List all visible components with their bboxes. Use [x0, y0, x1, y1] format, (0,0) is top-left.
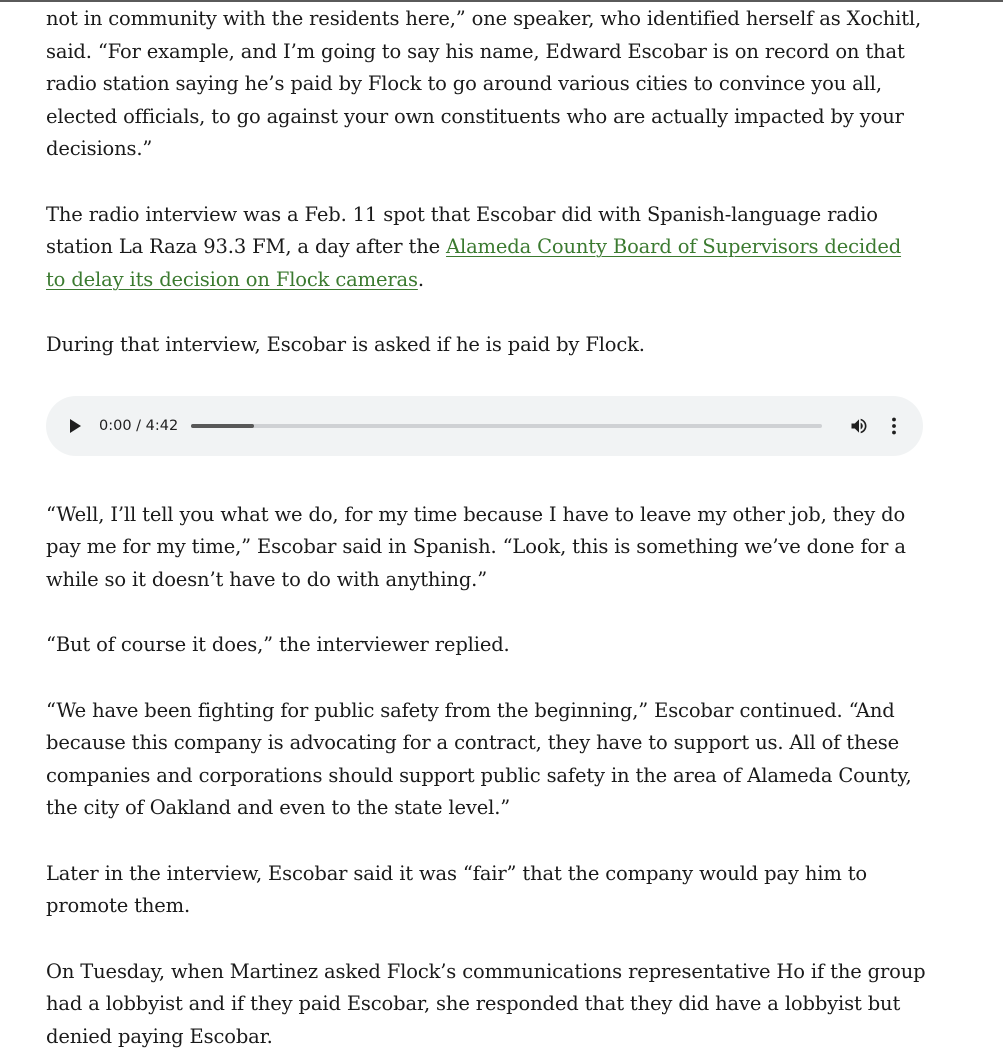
audio-player [46, 396, 923, 456]
paragraph-paid-question: During that interview, Escobar is asked if he is paid by Flock. [46, 333, 645, 356]
paragraph-public-safety-quote: “We have been fighting for public safety from the beginning,” Escobar continued. “And because this company is advocating for a contract, they have to support us. All of these companies and corporations should support public safety in the area of Alameda County, the city of Oakland and even to the state level.” [46, 698, 912, 819]
paragraph-fair-payment: Later in the interview, Escobar said it was “fair” that the company would pay him to promote them. [46, 861, 867, 917]
paragraph-text: The radio interview was a Feb. 11 spot that Escobar did with Spanish-language radio station La Raza 93.3 FM, a day after the [46, 202, 878, 258]
audio-time-display: 0:00 / 4:42 [99, 417, 179, 434]
article-body [46, 3, 926, 1053]
paragraph-text-end: . [417, 267, 424, 291]
audio-buffered-progress [191, 424, 254, 428]
paragraph-interviewer-reply: “But of course it does,” the interviewer replied. [46, 633, 510, 656]
top-divider [0, 0, 1003, 2]
paragraph-xochitl-quote: not in community with the residents here,” one speaker, who identified herself as Xochitl, said. “For example, and I’m going to say his name, Edward Escobar is on record on that radio station saying he’s paid by Flock to go around various cities to convince you all, elected officials, to go against your own constituents who are actually impacted by your decisions.” [46, 7, 922, 160]
paragraph-radio-interview [46, 199, 926, 297]
volume-icon[interactable] [848, 416, 870, 436]
play-icon[interactable] [70, 419, 81, 433]
audio-seek-bar[interactable] [191, 424, 822, 428]
paragraph-escobar-response: “Well, I’ll tell you what we do, for my time because I have to leave my other job, they do pay me for my time,” Escobar said in Spanish. “Look, this is something we’ve done for a while so it doesn’t have to do with anything.” [46, 502, 906, 591]
paragraph-lobbyist-denial: On Tuesday, when Martinez asked Flock’s communications representative Ho if the group had a lobbyist and if they paid Escobar, she responded that they did have a lobbyist but denied paying Escobar. [46, 959, 926, 1048]
board-of-supervisors-link[interactable]: Alameda County Board of Supervisors decided to delay its decision on Flock cameras [46, 235, 902, 291]
more-options-icon[interactable] [888, 416, 900, 436]
